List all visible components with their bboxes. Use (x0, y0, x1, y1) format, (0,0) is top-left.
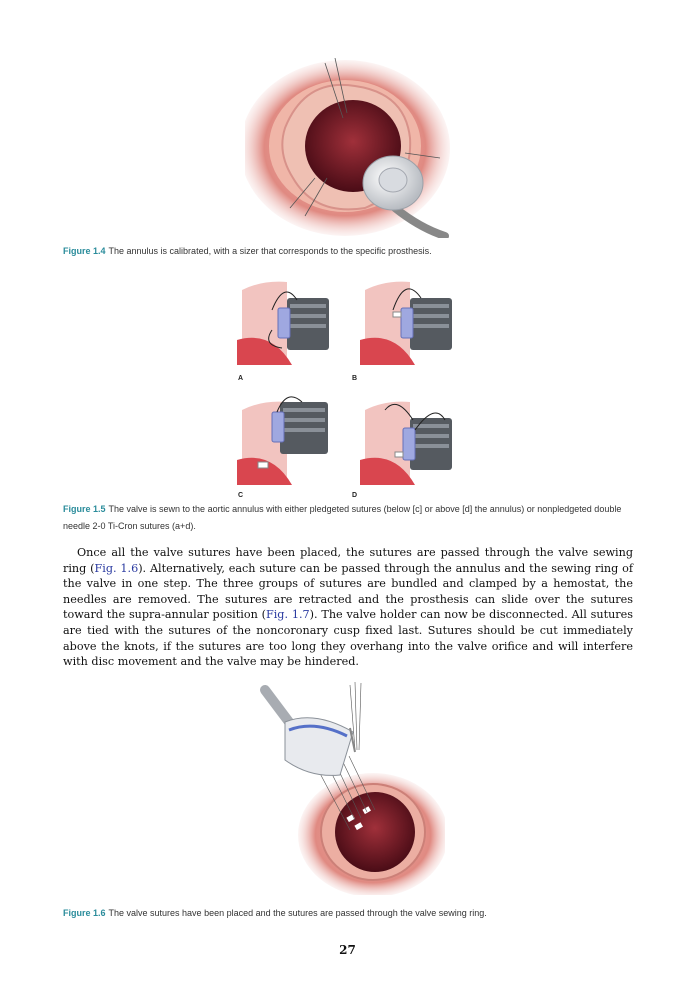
panel-letter-a: A (238, 375, 244, 382)
panel-letter-c: C (238, 492, 244, 499)
figure-label: Figure 1.4 (63, 246, 106, 256)
page-number: 27 (339, 943, 356, 957)
figure-1-5-caption (63, 501, 633, 535)
figure-reference-link[interactable]: Fig. 1.6 (94, 561, 139, 575)
body-text-part: ). Alternatively, each suture can be passed through the annulus and the sewing ring of the valve in one step. The three groups of sutures are bundled and clamped by a hemostat, the needles are removed. The sutures are retracted and the prosthesis can slide over the sutures toward the supra-annular position ( (63, 561, 634, 622)
figure-label: Figure 1.6 (63, 908, 106, 918)
figure-1-5-panel-b (355, 270, 455, 370)
figure-label: Figure 1.5 (63, 504, 106, 514)
caption-text: The valve is sewn to the aortic annulus with either pledgeted sutures (below [c] or above [d] the annulus) or nonpledgeted double needle 2-0 Ti-Cron sutures (a+d). (63, 504, 622, 531)
figure-1-5-panel-a (232, 270, 332, 370)
figure-1-5-panel-c (232, 390, 332, 490)
figure-1-4-caption (63, 243, 633, 260)
caption-text: The annulus is calibrated, with a sizer that corresponds to the specific prosthesis. (108, 246, 432, 256)
panel-letter-d: D (352, 492, 358, 499)
panel-letter-b: B (352, 375, 358, 382)
caption-text: The valve sutures have been placed and the sutures are passed through the valve sewing ring. (108, 908, 487, 918)
figure-1-6-caption (63, 905, 633, 922)
figure-1-5-panel-d (355, 390, 455, 490)
body-text-part: Once all the valve sutures have been placed, the sutures are passed through the valve sewing ring ( (63, 546, 633, 575)
body-text-part: ). The valve holder can now be disconnected. All sutures are tied with the sutures of the noncoronary cusp fixed last. Sutures should be cut immediately above the knots, if the sutures are too long they overhang into the valve orifice and will interfere with disc movement and the valve may be hindered. (63, 608, 633, 669)
figure-1-4-illustration (245, 58, 455, 238)
body-paragraph (63, 545, 633, 670)
figure-reference-link[interactable]: Fig. 1.7 (265, 608, 310, 622)
figure-1-6-illustration (255, 680, 445, 895)
